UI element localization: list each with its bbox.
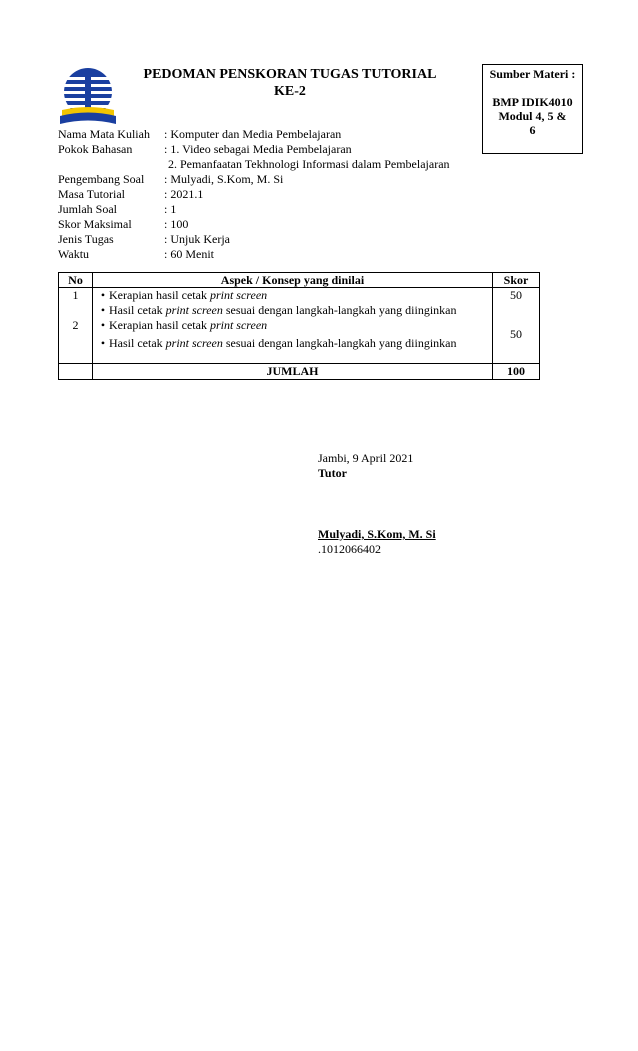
row-number-cell [59, 288, 93, 364]
signature-block [318, 451, 436, 557]
table-row [59, 288, 540, 364]
scoring-table [58, 272, 540, 380]
meta-label: Pokok Bahasan [58, 142, 133, 156]
meta-label: Jumlah Soal [58, 202, 117, 216]
table-total-row [59, 364, 540, 380]
meta-row-topic [58, 142, 450, 157]
meta-row-developer [58, 172, 450, 187]
globe-book-icon [58, 66, 118, 128]
total-label: JUMLAH [93, 364, 493, 380]
signer-id: .1012066402 [318, 542, 381, 556]
meta-row-max-score [58, 217, 450, 232]
meta-row-task-type [58, 232, 450, 247]
total-value: 100 [493, 364, 540, 380]
place-date: Jambi, 9 April 2021 [318, 451, 414, 465]
row-number: 1 [72, 288, 79, 302]
meta-label: Jenis Tugas [58, 232, 114, 246]
list-item: • Kerapian hasil cetak print screen [100, 288, 268, 302]
meta-label: Masa Tutorial [58, 187, 126, 201]
meta-value: : Mulyadi, S.Kom, M. Si [164, 172, 284, 186]
meta-value: : 1 [164, 202, 177, 216]
meta-value: : 1. Video sebagai Media Pembelajaran [164, 142, 352, 156]
title-line-1: PEDOMAN PENSKORAN TUGAS TUTORIAL [143, 67, 437, 82]
list-item: • Hasil cetak print screen sesuai dengan langkah-langkah yang diinginkan [100, 336, 457, 350]
row-number: 2 [72, 318, 79, 332]
meta-row-time [58, 247, 450, 262]
meta-value: : Unjuk Kerja [164, 232, 230, 246]
source-line-3: 6 [529, 123, 536, 137]
meta-label: Waktu [58, 247, 90, 261]
header-score: Skor [493, 273, 540, 288]
aspect-cell [93, 288, 493, 364]
meta-label: Pengembang Soal [58, 172, 145, 186]
meta-row-question-count [58, 202, 450, 217]
header-aspect: Aspek / Konsep yang dinilai [93, 273, 493, 288]
signer-role: Tutor [318, 466, 347, 480]
table-header-row [59, 273, 540, 288]
source-material-box [482, 64, 583, 154]
meta-value: 2. Pemanfaatan Tekhnologi Informasi dalam Pembelajaran [168, 157, 450, 171]
meta-label: Skor Maksimal [58, 217, 132, 231]
meta-row-period [58, 187, 450, 202]
source-label: Sumber Materi : [489, 67, 576, 81]
list-item: • Kerapian hasil cetak print screen [100, 318, 268, 332]
title-line-2: KE-2 [274, 84, 306, 99]
score-value: 50 [510, 288, 522, 302]
source-line-2: Modul 4, 5 & [498, 109, 567, 123]
meta-value: : 60 Menit [164, 247, 214, 261]
meta-value: : 2021.1 [164, 187, 204, 201]
header-no: No [59, 273, 93, 288]
course-info [58, 127, 450, 262]
university-logo [58, 66, 118, 128]
signer-name: Mulyadi, S.Kom, M. Si [318, 527, 436, 541]
score-cell [493, 288, 540, 364]
document-title [125, 66, 455, 100]
meta-row-course [58, 127, 450, 142]
meta-row-topic-2 [58, 157, 450, 172]
meta-value: : Komputer dan Media Pembelajaran [164, 127, 342, 141]
score-value: 50 [510, 327, 522, 341]
meta-value: : 100 [164, 217, 189, 231]
meta-label: Nama Mata Kuliah [58, 127, 150, 141]
source-line-1: BMP IDIK4010 [492, 95, 573, 109]
list-item: • Hasil cetak print screen sesuai dengan langkah-langkah yang diinginkan [100, 303, 457, 317]
